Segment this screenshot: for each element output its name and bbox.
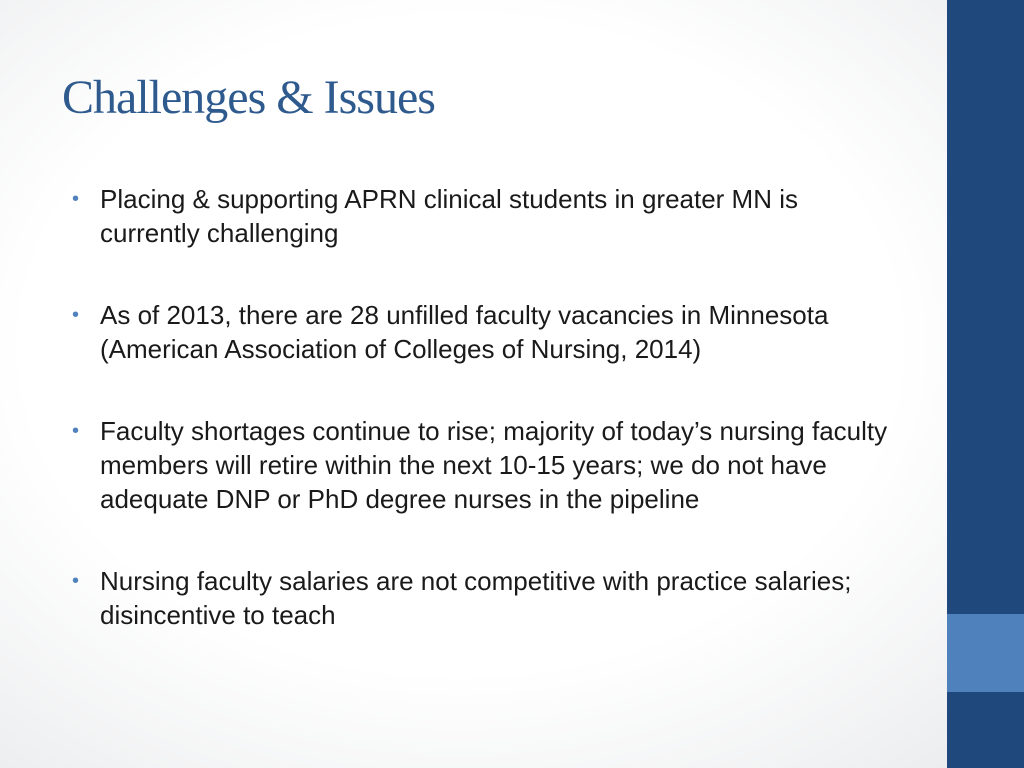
bullet-text: Nursing faculty salaries are not competitive with practice salaries; disincentive to teach [100,566,852,630]
slide-title: Challenges & Issues [62,71,435,124]
bullet-dot-icon: • [72,188,80,210]
bullet-item [70,414,900,516]
bullet-text: Placing & supporting APRN clinical students in greater MN is currently challenging [100,184,798,248]
bullet-dot-icon: • [72,304,80,326]
bullet-list [70,182,900,632]
bullet-text: As of 2013, there are 28 unfilled faculty vacancies in Minnesota (American Association of Colleges of Nursing, 2014) [100,300,829,364]
bullet-item [70,298,900,366]
bullet-item [70,182,900,250]
bullet-dot-icon: • [72,420,80,442]
sidebar-accent-block [947,614,1024,692]
bullet-dot-icon: • [72,570,80,592]
bullet-text: Faculty shortages continue to rise; majority of today’s nursing faculty members will retire within the next 10-15 years; we do not have adequate DNP or PhD degree nurses in the pipeline [100,416,888,514]
bullet-item [70,564,900,632]
